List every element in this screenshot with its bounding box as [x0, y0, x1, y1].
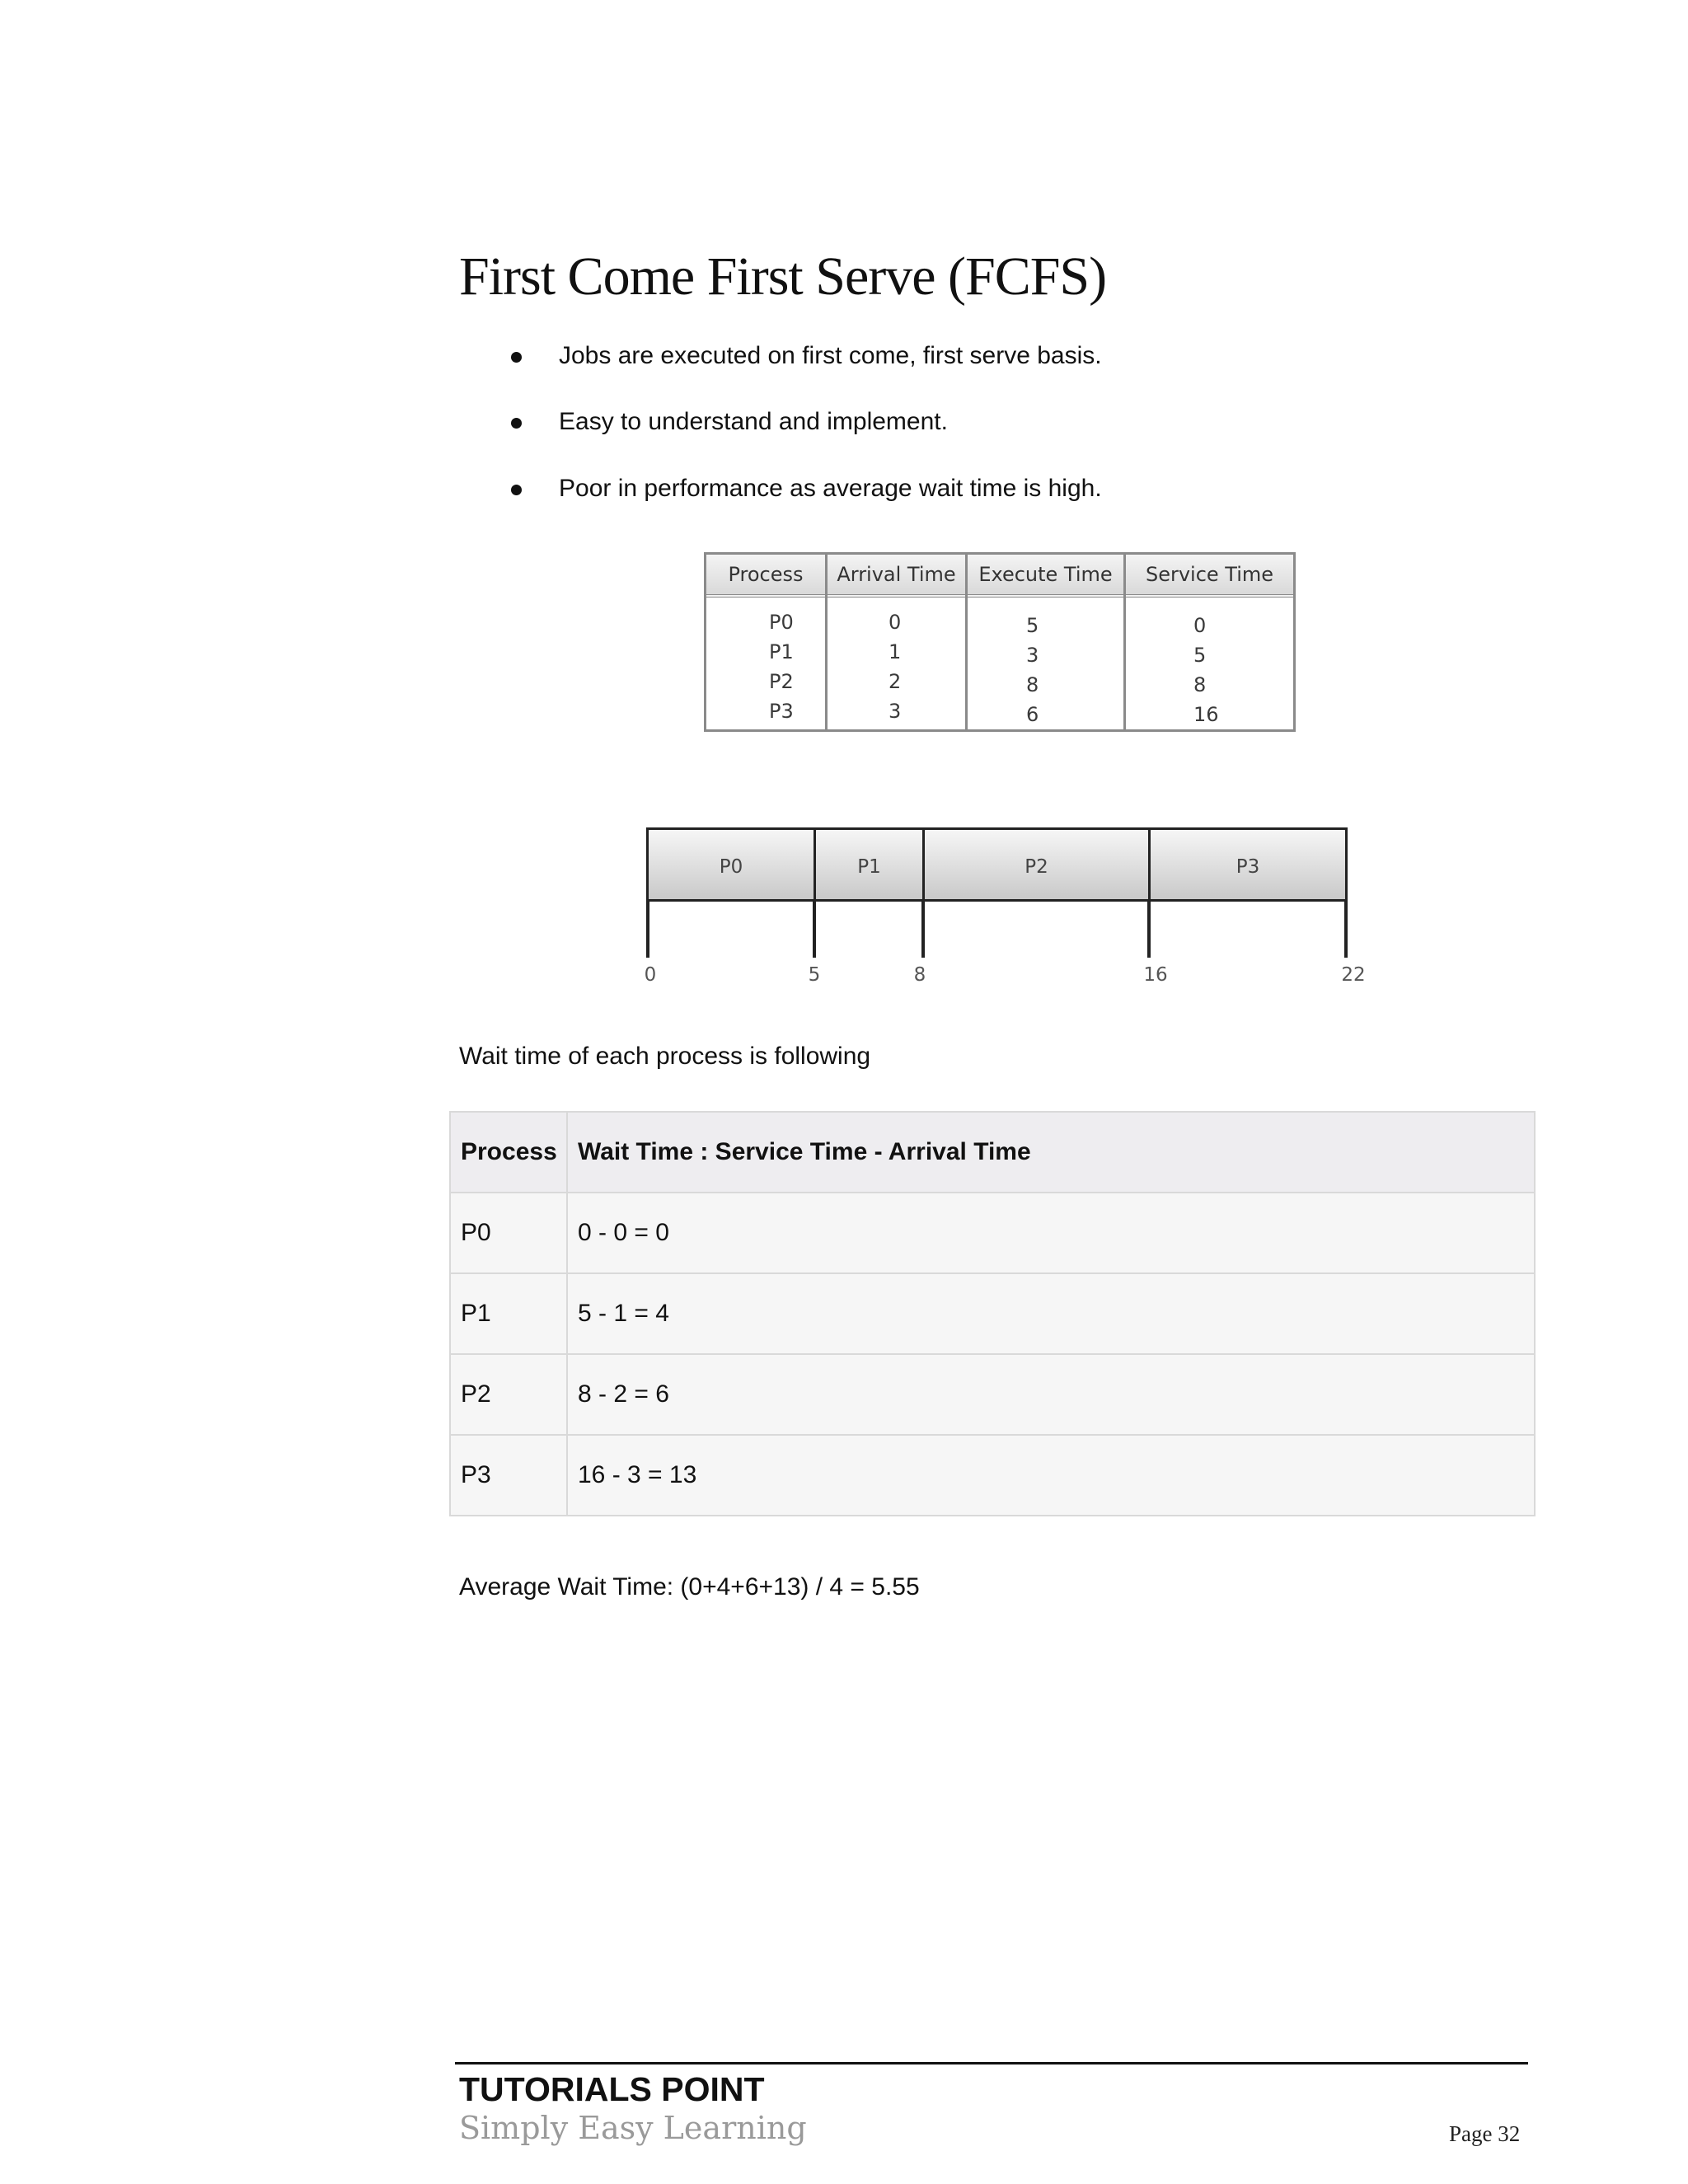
table-cell: 3: [889, 700, 902, 723]
gantt-tick: [813, 902, 816, 958]
table-row: [450, 1435, 1535, 1516]
footer-tagline: Simply Easy Learning: [459, 2110, 807, 2146]
gantt-bar: P2: [922, 827, 1151, 902]
gantt-bar: P1: [814, 827, 925, 902]
column-header: Process: [450, 1112, 567, 1193]
footer-divider: [455, 2062, 1528, 2064]
gantt-time-label: 8: [913, 964, 926, 986]
gantt-tick: [1344, 902, 1348, 958]
bullet-text: Poor in performance as average wait time is high.: [559, 475, 1102, 502]
table-row: [450, 1273, 1535, 1354]
table-cell: P0: [450, 1193, 567, 1273]
table-cell: 0 - 0 = 0: [567, 1193, 1535, 1273]
page-title: First Come First Serve (FCFS): [459, 246, 1107, 307]
gantt-tick: [1147, 902, 1151, 958]
table-cell: P3: [769, 700, 794, 723]
gantt-time-label: 5: [808, 964, 821, 986]
table-cell: 0: [1193, 614, 1207, 637]
process-table: [704, 552, 1296, 732]
gantt-bar: P3: [1148, 827, 1348, 902]
table-cell: 6: [1026, 703, 1039, 726]
table-cell: 8 - 2 = 6: [567, 1354, 1535, 1435]
table-cell: 16 - 3 = 13: [567, 1435, 1535, 1516]
table-cell: P1: [769, 640, 794, 663]
wait-time-table: [449, 1111, 1536, 1516]
table-cell: 0: [889, 611, 902, 634]
table-cell: P2: [450, 1354, 567, 1435]
column-header: Execute Time: [978, 563, 1113, 586]
column-header: Wait Time : Service Time - Arrival Time: [567, 1112, 1535, 1193]
table-cell: 16: [1193, 703, 1219, 726]
execute-time-column: [968, 555, 1123, 729]
column-header: Arrival Time: [837, 563, 956, 586]
table-row: [450, 1354, 1535, 1435]
wait-intro-text: Wait time of each process is following: [459, 1043, 871, 1070]
gantt-tick: [646, 902, 649, 958]
gantt-tick: [921, 902, 925, 958]
table-cell: 8: [1193, 673, 1207, 696]
gantt-time-label: 16: [1143, 964, 1168, 986]
bullet-icon: [511, 352, 522, 363]
table-cell: P0: [769, 611, 794, 634]
table-row: [450, 1193, 1535, 1273]
gantt-bar: P0: [646, 827, 816, 902]
column-header: Service Time: [1145, 563, 1274, 586]
gantt-time-label: 22: [1341, 964, 1366, 986]
service-time-column: [1126, 555, 1293, 729]
table-cell: 3: [1026, 644, 1039, 667]
bullet-text: Jobs are executed on first come, first serve basis.: [559, 342, 1102, 369]
gantt-time-label: 0: [644, 964, 657, 986]
page-number: Page 32: [1449, 2121, 1521, 2146]
footer-brand: TUTORIALS POINT: [459, 2070, 765, 2108]
average-wait-text: Average Wait Time: (0+4+6+13) / 4 = 5.55: [459, 1573, 920, 1601]
table-cell: 8: [1026, 673, 1039, 696]
arrival-time-column: [828, 555, 965, 729]
table-cell: P3: [450, 1435, 567, 1516]
bullet-icon: [511, 418, 522, 429]
column-header: Process: [728, 563, 804, 586]
table-cell: 2: [889, 670, 902, 693]
table-cell: P2: [769, 670, 794, 693]
table-cell: 5 - 1 = 4: [567, 1273, 1535, 1354]
table-cell: 5: [1026, 614, 1039, 637]
table-header-row: [450, 1112, 1535, 1193]
table-cell: 5: [1193, 644, 1207, 667]
bullet-icon: [511, 485, 522, 495]
process-column: [706, 555, 825, 729]
bullet-text: Easy to understand and implement.: [559, 408, 948, 435]
table-cell: P1: [450, 1273, 567, 1354]
table-cell: 1: [889, 640, 902, 663]
